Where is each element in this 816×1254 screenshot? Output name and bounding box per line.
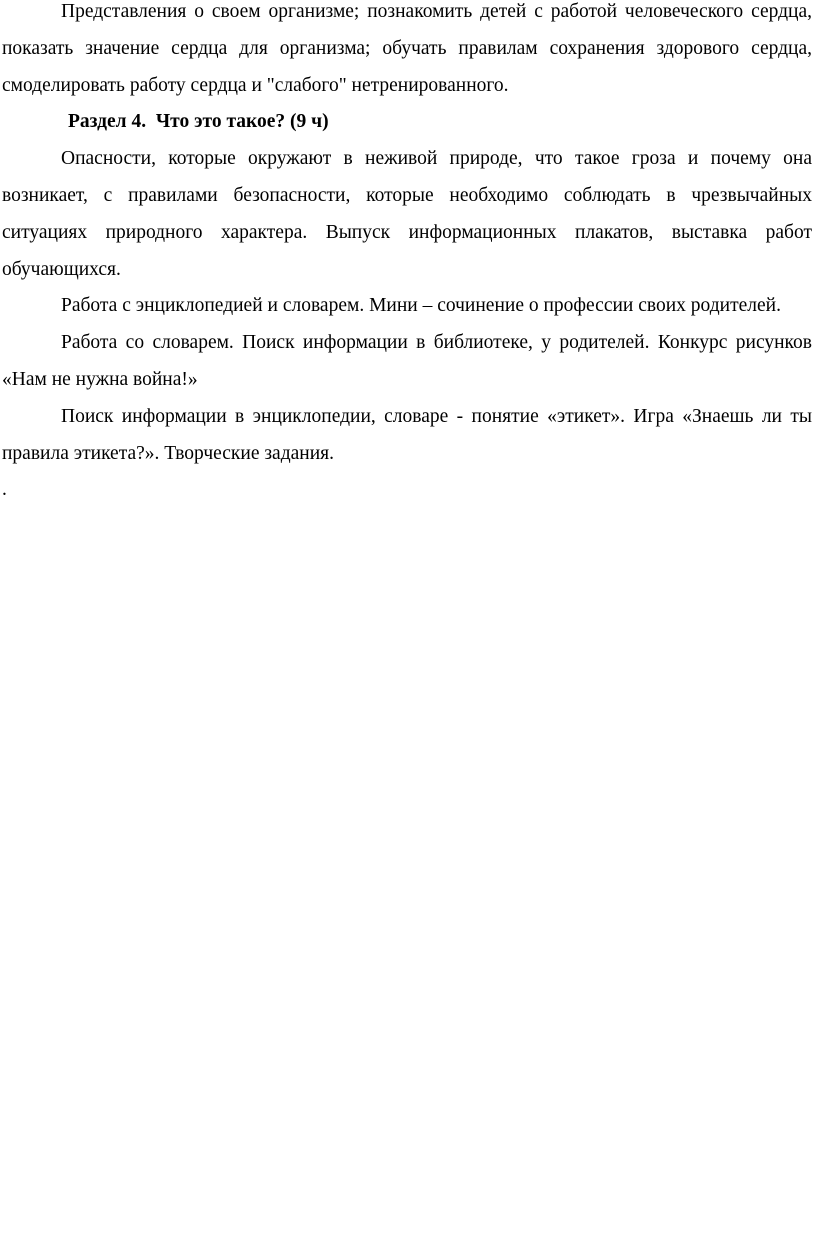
section-paragraph-1: Опасности, которые окружают в неживой природе, что такое гроза и почему она возникает, с правилами безопасности, которые необходимо соблюдать в чрезвычайных ситуациях природного характера. Выпуск информационных плакатов, выставка работ обучающихся. [2,148,812,280]
section-heading: Раздел 4. Что это такое? (9 ч) [68,111,329,133]
intro-paragraph: Представления о своем организме; познакомить детей с работой человеческого сердца, показать значение сердца для организма; обучать правилам сохранения здорового сердца, смоделировать работу сердца и "слабого" нетренированного. [2,1,812,96]
trailing-dot: . [2,479,7,501]
section-paragraph-4: Поиск информации в энциклопедии, словаре - понятие «этикет». Игра «Знаешь ли ты правила этикета?». Творческие задания. [2,405,812,464]
section-paragraph-2: Работа с энциклопедией и словарем. Мини – сочинение о профессии своих родителей. [61,295,781,317]
section-paragraph-3: Работа со словарем. Поиск информации в библиотеке, у родителей. Конкурс рисунков «Нам не нужна война!» [2,332,812,390]
